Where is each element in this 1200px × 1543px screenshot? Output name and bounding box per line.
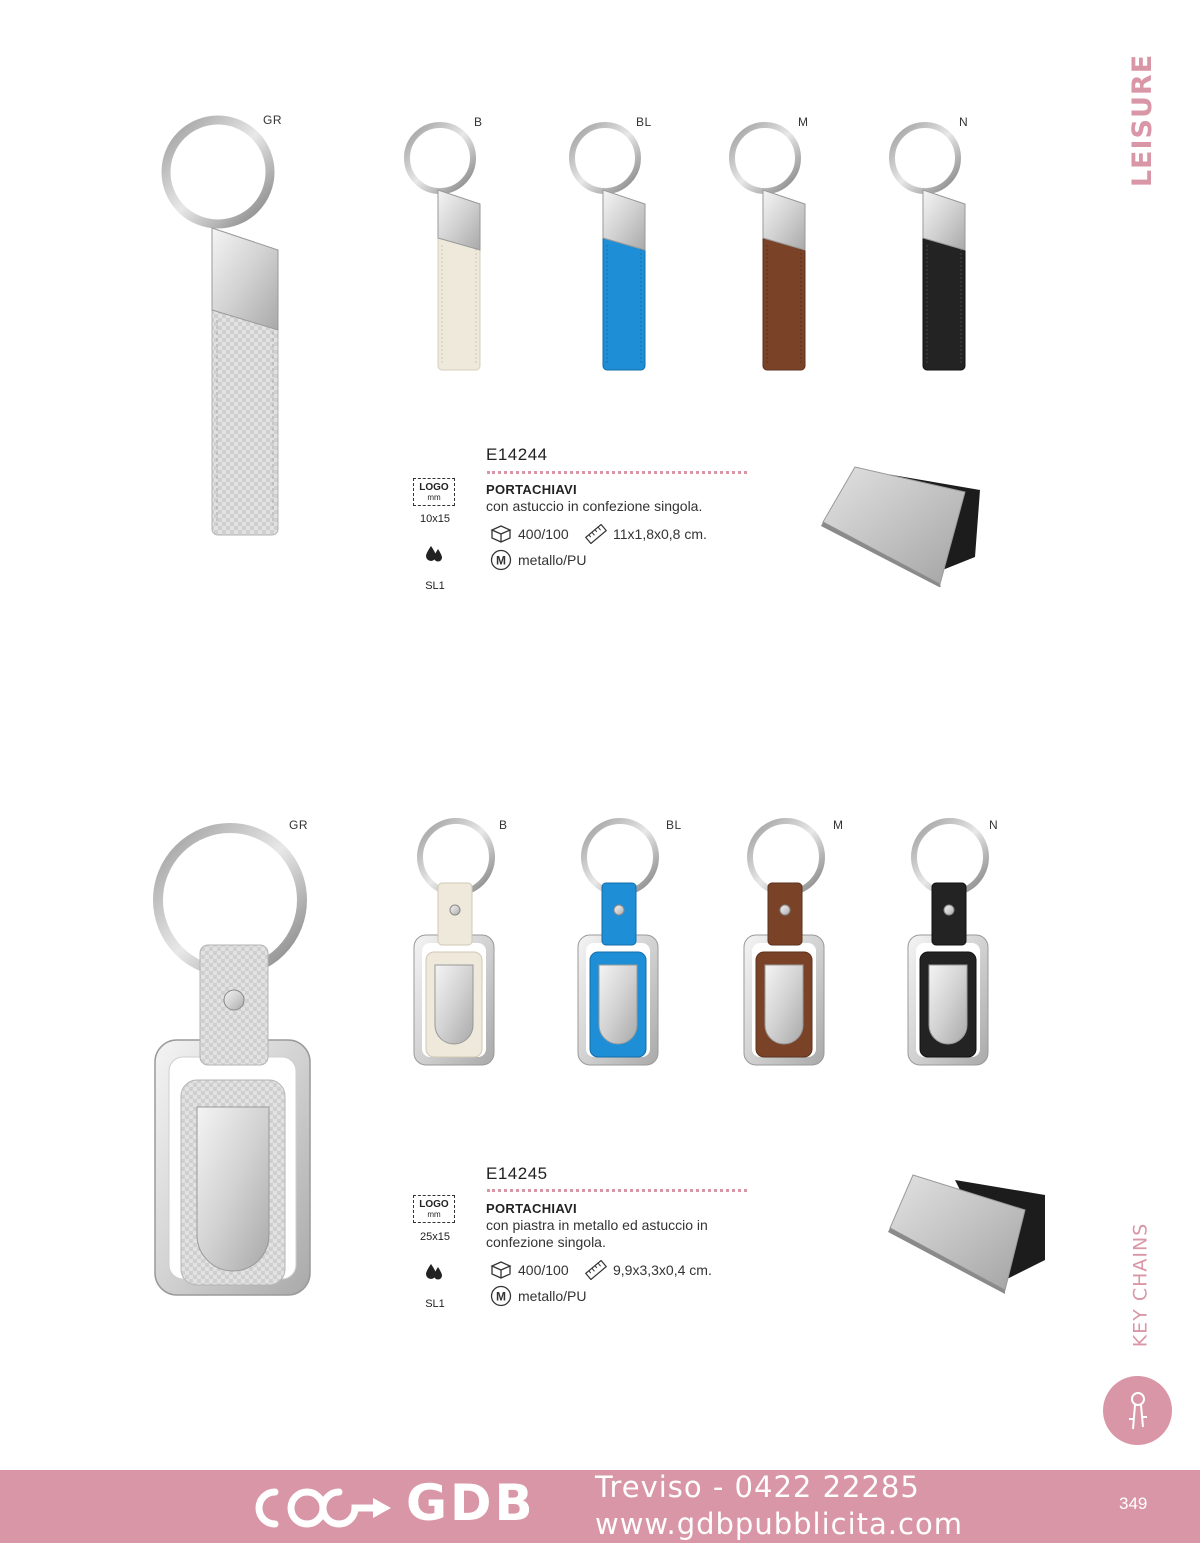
product-1-variant-bl-image (565, 120, 655, 375)
svg-text:M: M (496, 1289, 506, 1304)
product-1-main-image-gr (150, 110, 290, 540)
variant-label-gr: GR (263, 113, 282, 127)
product-2-packaging: 400/100 (490, 1260, 569, 1280)
variant-label-n-2: N (989, 818, 999, 832)
product-2-logo-area: LOGO mm (413, 1195, 455, 1223)
variant-label-bl: BL (636, 115, 652, 129)
svg-text:M: M (496, 553, 506, 568)
product-2-print-method: SL1 (425, 1298, 445, 1310)
variant-label-n: N (959, 115, 969, 129)
variant-label-gr-2: GR (289, 818, 308, 832)
product-1-variant-b-image (400, 120, 490, 375)
box-icon (490, 524, 512, 544)
product-1-packaging: 400/100 (490, 524, 569, 544)
product-1-variant-n-image (885, 120, 975, 375)
page-number: 349 (1119, 1494, 1148, 1513)
footer-location-phone: Treviso - 0422 22285 (595, 1470, 920, 1504)
product-2-dimensions: 9,9x3,3x0,4 cm. (585, 1260, 712, 1280)
product-2-title: PORTACHIAVI (486, 1201, 577, 1216)
variant-label-bl-2: BL (666, 818, 682, 832)
product-2-description-line-1: con piastra in metallo ed astuccio in (486, 1217, 708, 1233)
product-2-code: E14245 (486, 1164, 548, 1183)
box-icon (490, 1260, 512, 1280)
product-1-dimensions: 11x1,8x0,8 cm. (585, 524, 707, 544)
ruler-icon (585, 1260, 607, 1280)
ink-drops-icon (423, 1261, 445, 1283)
product-1-material: M metallo/PU (490, 549, 586, 571)
subcategory-label: KEY CHAINS (1129, 1222, 1152, 1348)
product-2-gift-box-image (885, 1170, 1055, 1295)
variant-label-b-2: B (499, 818, 508, 832)
product-2-logo-size: 25x15 (420, 1231, 450, 1243)
variant-label-m: M (798, 115, 809, 129)
product-2-description-line-2: confezione singola. (486, 1234, 606, 1250)
product-1-print-method: SL1 (425, 580, 445, 592)
product-1-variant-m-image (725, 120, 815, 375)
product-2-divider (487, 1189, 747, 1192)
gdb-logo-icon (245, 1482, 395, 1534)
footer-website[interactable]: www.gdbpubblicita.com (595, 1507, 963, 1541)
product-2-material: M metallo/PU (490, 1285, 586, 1307)
ink-drops-icon (423, 543, 445, 565)
product-1-title: PORTACHIAVI (486, 482, 577, 497)
variant-label-m-2: M (833, 818, 844, 832)
product-2-variant-m-image (738, 815, 833, 1070)
product-2-variant-n-image (902, 815, 997, 1070)
product-1-logo-area: LOGO mm (413, 478, 455, 506)
product-2-variant-b-image (408, 815, 503, 1070)
product-2-main-image-gr (145, 815, 320, 1305)
keychain-category-icon[interactable] (1103, 1376, 1172, 1445)
product-1-description: con astuccio in confezione singola. (486, 498, 703, 514)
material-m-icon (490, 549, 512, 571)
product-1-divider (487, 471, 747, 474)
product-1-logo-size: 10x15 (420, 513, 450, 525)
category-label: LEISURE (1127, 53, 1159, 187)
footer-brand: GDB (406, 1474, 536, 1532)
product-1-gift-box-image (815, 462, 990, 587)
product-2-variant-bl-image (572, 815, 667, 1070)
variant-label-b: B (474, 115, 483, 129)
product-1-code: E14244 (486, 445, 548, 464)
material-m-icon (490, 1285, 512, 1307)
ruler-icon (585, 524, 607, 544)
